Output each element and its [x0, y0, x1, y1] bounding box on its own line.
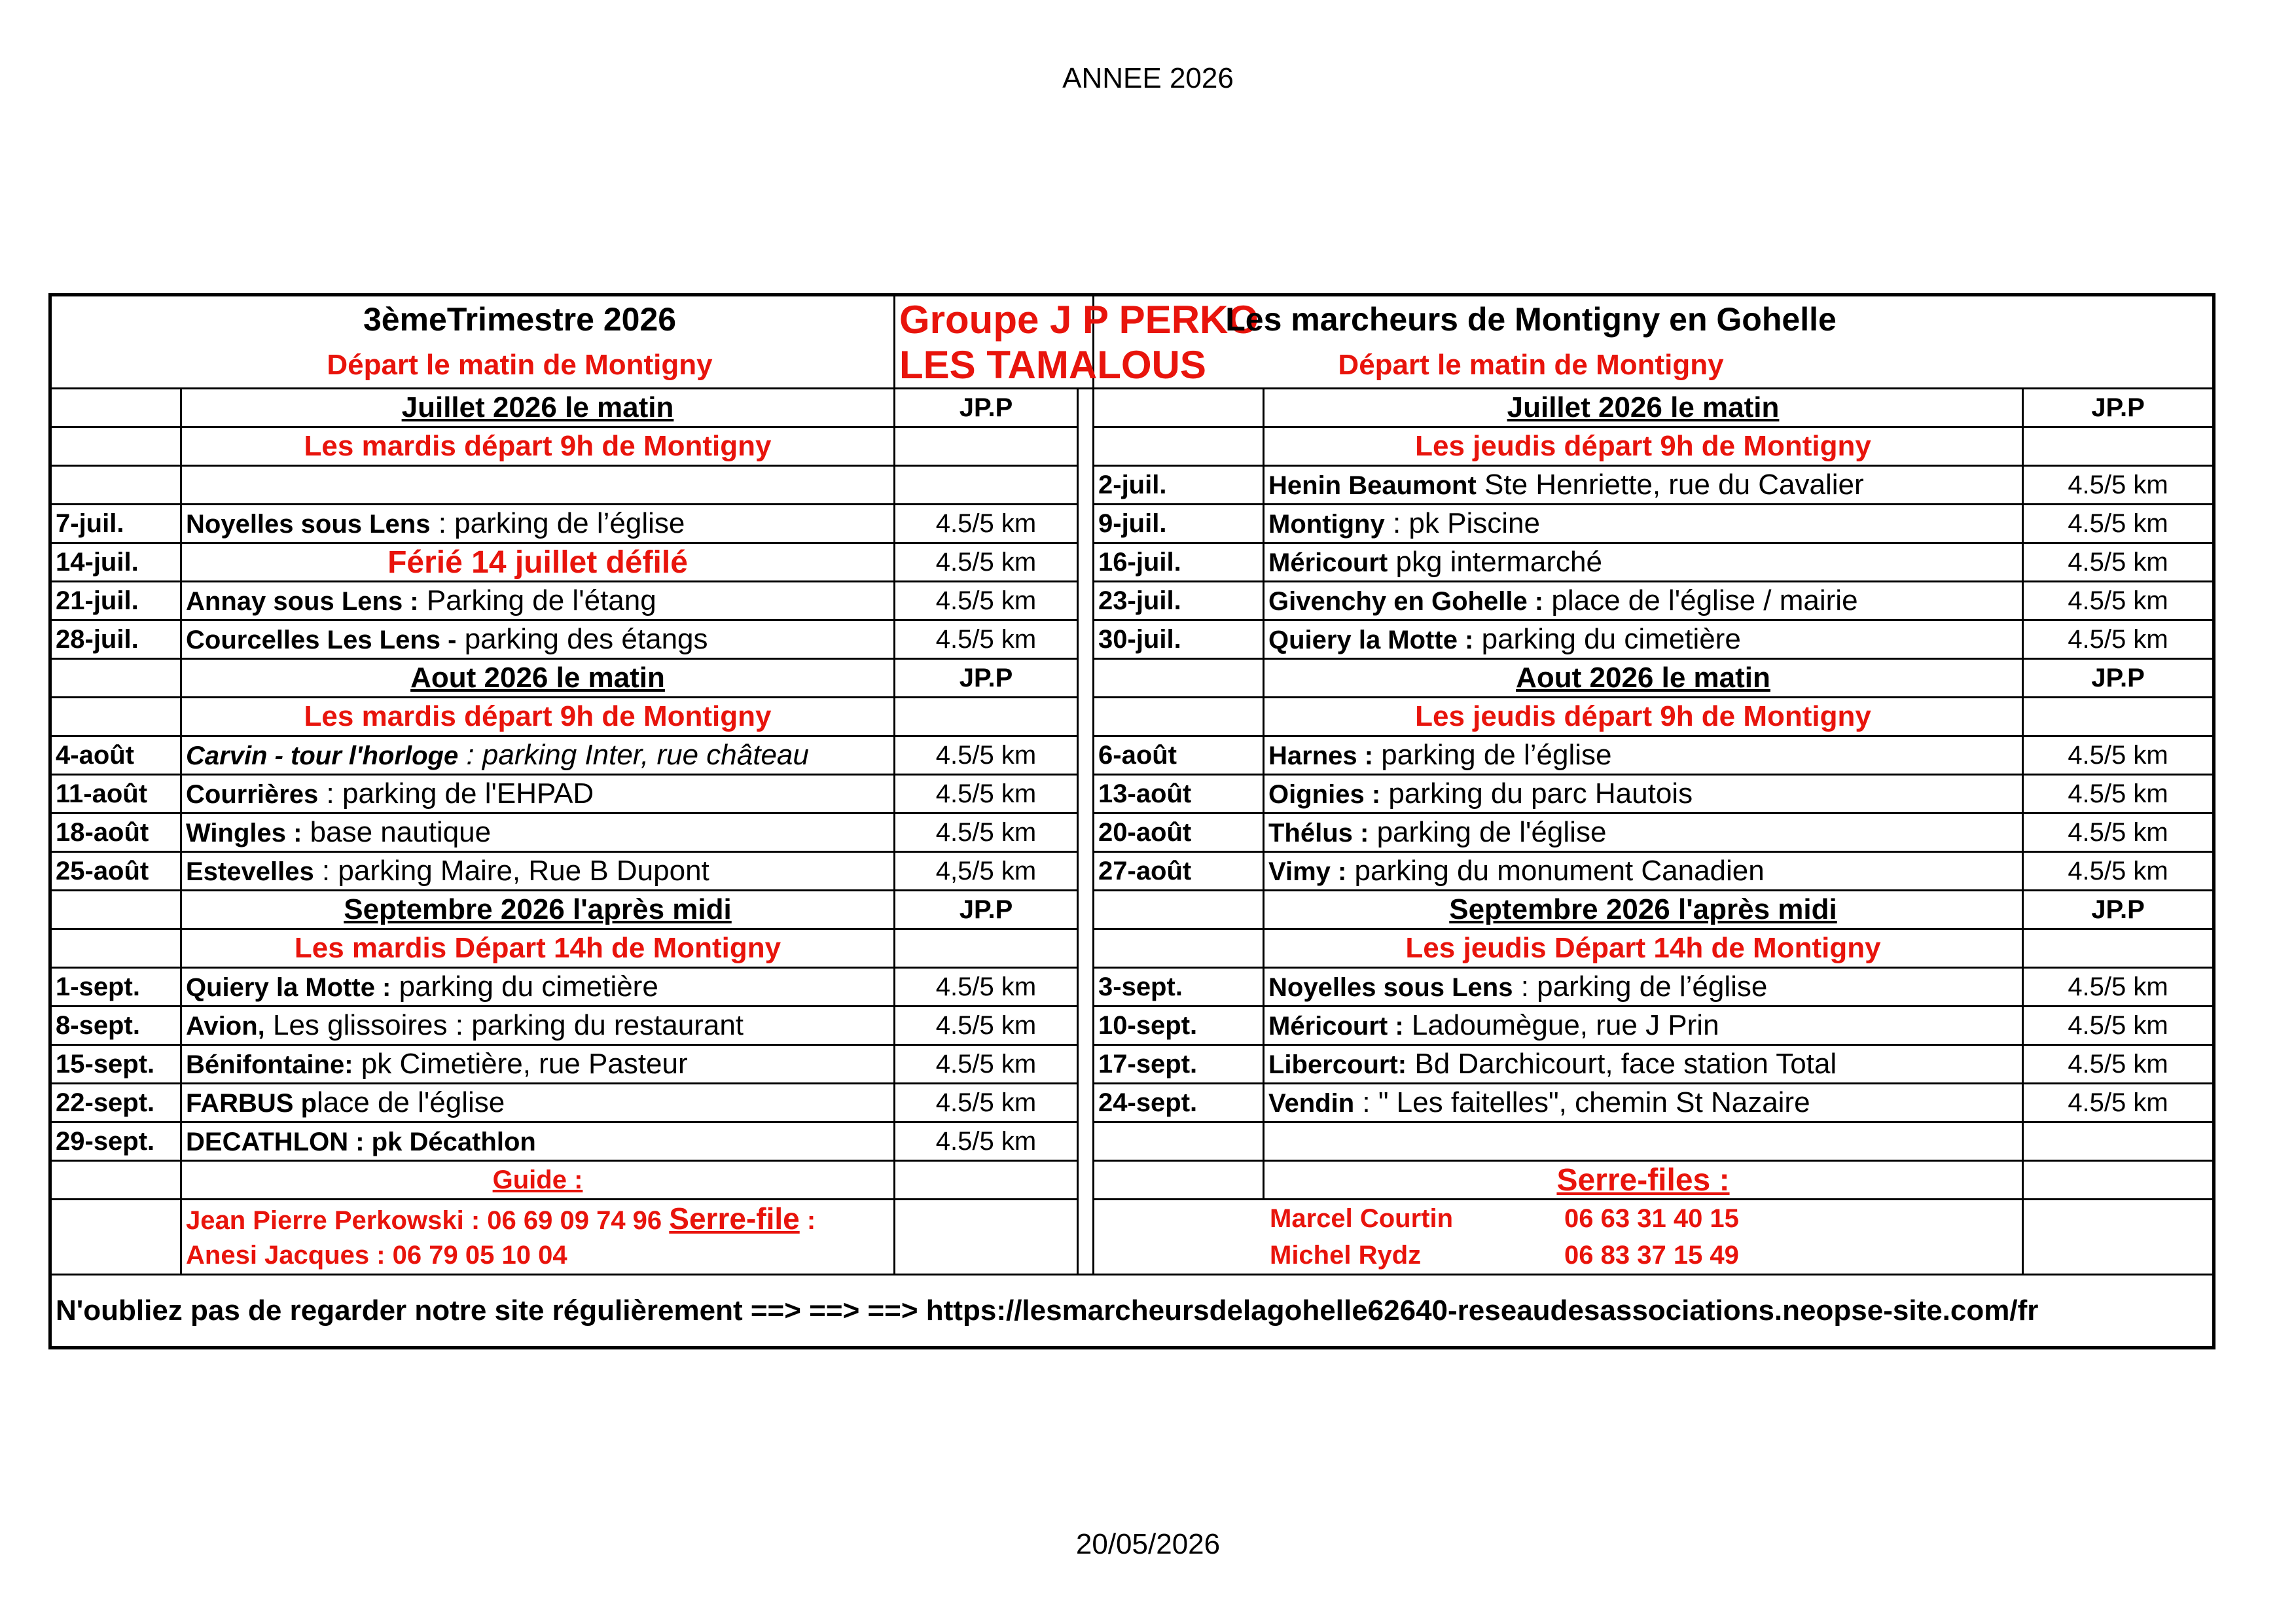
location-left	[181, 968, 895, 1007]
place-detail-left: lace de l'église	[317, 1086, 505, 1118]
departure-left: Les mardis départ 9h de Montigny	[181, 698, 895, 736]
place-detail-right: : " Les faitelles", chemin St Nazaire	[1354, 1086, 1810, 1118]
place-name-left: Quiery la Motte :	[186, 973, 391, 1002]
jpp-column-left: JP.P	[895, 389, 1078, 427]
month-heading-left: Septembre 2026 l'après midi	[181, 891, 895, 929]
gap-cell	[1078, 1045, 1094, 1084]
location-right	[1264, 1045, 2023, 1084]
location-right	[1264, 620, 2023, 659]
departure-row	[50, 698, 2214, 736]
place-detail-right: parking de l’église	[1373, 739, 1612, 771]
departure-right: Les jeudis départ 9h de Montigny	[1264, 698, 2023, 736]
jpp-column-left: JP.P	[895, 659, 1078, 698]
location-left	[181, 736, 895, 775]
month-heading-row	[50, 659, 2214, 698]
place-detail-left: : parking Maire, Rue B Dupont	[314, 855, 709, 887]
distance-right: 4.5/5 km	[2023, 1084, 2214, 1122]
distance-right: 4.5/5 km	[2023, 543, 2214, 582]
distance-left: 4.5/5 km	[895, 1045, 1078, 1084]
table-row	[50, 775, 2214, 813]
gap-cell	[1078, 1122, 1094, 1161]
month-heading-left: Aout 2026 le matin	[181, 659, 895, 698]
gap-cell	[1078, 968, 1094, 1007]
location-right	[1264, 466, 2023, 505]
distance-left: 4.5/5 km	[895, 543, 1078, 582]
location-left	[181, 852, 895, 891]
distance-left: 4.5/5 km	[895, 736, 1078, 775]
empty-cell	[895, 1200, 1078, 1238]
departure-left: Les mardis départ 9h de Montigny	[181, 427, 895, 466]
location-right	[1264, 1084, 2023, 1122]
place-name-right: Méricourt	[1268, 548, 1388, 577]
month-heading-left: Juillet 2026 le matin	[181, 389, 895, 427]
gap-cell	[1078, 543, 1094, 582]
table-row	[50, 1122, 2214, 1161]
place-name-right: Harnes :	[1268, 741, 1374, 770]
date-right: 24-sept.	[1094, 1084, 1264, 1122]
distance-left: 4.5/5 km	[895, 505, 1078, 543]
gap-cell	[1078, 427, 1094, 466]
distance-left: 4,5/5 km	[895, 852, 1078, 891]
serre-file-contact-1	[1094, 1200, 2023, 1238]
location-right	[1264, 1007, 2023, 1045]
place-name-left: Courcelles Les Lens -	[186, 626, 457, 654]
place-name-left: FARBUS p	[186, 1089, 317, 1118]
date-right: 23-juil.	[1094, 582, 1264, 620]
empty-cell	[1094, 659, 1264, 698]
gap-cell	[1078, 1084, 1094, 1122]
place-detail-right: Ste Henriette, rue du Cavalier	[1476, 469, 1864, 501]
empty-cell	[895, 427, 1078, 466]
distance-right: 4.5/5 km	[2023, 852, 2214, 891]
serre-file-contact-2	[1094, 1237, 2023, 1275]
distance-right: 4.5/5 km	[2023, 505, 2214, 543]
location-left	[181, 775, 895, 813]
serre-files-label: Serre-files :	[1264, 1161, 2023, 1200]
gap-cell	[1078, 1007, 1094, 1045]
date-left: 25-août	[50, 852, 181, 891]
location-right	[1264, 543, 2023, 582]
place-name-left: Annay sous Lens :	[186, 587, 419, 616]
date-right: 27-août	[1094, 852, 1264, 891]
contacts-label-row	[50, 1161, 2214, 1200]
gap-cell	[1078, 1237, 1094, 1275]
place-detail-left: Les glissoires : parking du restaurant	[264, 1009, 744, 1041]
date-right: 30-juil.	[1094, 620, 1264, 659]
distance-right: 4.5/5 km	[2023, 620, 2214, 659]
serre-file-name-2: Michel Rydz	[1270, 1240, 1422, 1270]
gap-cell	[1078, 582, 1094, 620]
footer-note-row	[50, 1275, 2214, 1348]
date-right: 9-juil.	[1094, 505, 1264, 543]
date-right: 10-sept.	[1094, 1007, 1264, 1045]
date-left: 4-août	[50, 736, 181, 775]
location-left	[181, 582, 895, 620]
empty-cell	[895, 1161, 1078, 1200]
page-footer-date: 20/05/2026	[1075, 1528, 1221, 1560]
distance-right: 4.5/5 km	[2023, 968, 2214, 1007]
serre-file-name-1: Marcel Courtin	[1270, 1204, 1454, 1233]
jpp-column-right: JP.P	[2023, 389, 2214, 427]
serre-file-phone-1: 06 63 31 40 15	[1564, 1204, 1739, 1233]
gap-cell	[1078, 891, 1094, 929]
right-subtitle: Départ le matin de Montigny	[1094, 342, 2214, 389]
table-row	[50, 582, 2214, 620]
date-left: 28-juil.	[50, 620, 181, 659]
gap-cell	[1078, 1161, 1094, 1200]
location-left	[181, 813, 895, 852]
date-left: 21-juil.	[50, 582, 181, 620]
guide-contact-2: Anesi Jacques : 06 79 05 10 04	[181, 1237, 895, 1275]
empty-cell	[1094, 1161, 1264, 1200]
month-heading-right: Aout 2026 le matin	[1264, 659, 2023, 698]
location-left	[181, 466, 895, 505]
empty-cell	[2023, 698, 2214, 736]
empty-cell	[50, 891, 181, 929]
date-right: 3-sept.	[1094, 968, 1264, 1007]
place-name-left: DECATHLON : pk Décathlon	[186, 1128, 536, 1156]
distance-right: 4.5/5 km	[2023, 775, 2214, 813]
distance-right: 4.5/5 km	[2023, 813, 2214, 852]
location-left	[181, 505, 895, 543]
distance-right: 4.5/5 km	[2023, 736, 2214, 775]
empty-cell	[50, 427, 181, 466]
empty-cell	[895, 698, 1078, 736]
date-left: 11-août	[50, 775, 181, 813]
date-right: 13-août	[1094, 775, 1264, 813]
empty-cell	[1094, 389, 1264, 427]
location-left	[181, 1122, 895, 1161]
place-detail-right: parking du parc Hautois	[1380, 777, 1693, 810]
place-detail-left: parking du cimetière	[391, 971, 658, 1003]
place-name-left: Courrières	[186, 780, 319, 809]
location-right	[1264, 775, 2023, 813]
distance-right: 4.5/5 km	[2023, 466, 2214, 505]
place-detail-left: : parking Inter, rue château	[458, 739, 809, 771]
gap-cell	[1078, 929, 1094, 968]
empty-cell	[1094, 929, 1264, 968]
month-heading-right: Juillet 2026 le matin	[1264, 389, 2023, 427]
club-title: Les marcheurs de Montigny en Gohelle	[1225, 301, 1837, 338]
gap-cell	[1078, 813, 1094, 852]
table-row	[50, 1007, 2214, 1045]
empty-cell	[895, 929, 1078, 968]
place-detail-right: : parking de l’église	[1513, 971, 1768, 1003]
location-right	[1264, 505, 2023, 543]
table-row	[50, 968, 2214, 1007]
schedule-table	[48, 293, 2215, 1349]
location-right	[1264, 852, 2023, 891]
gap-cell	[1078, 775, 1094, 813]
place-name-right: Henin Beaumont	[1268, 471, 1477, 500]
date-left: 15-sept.	[50, 1045, 181, 1084]
date-left	[50, 466, 181, 505]
location-right	[1264, 813, 2023, 852]
date-left: 18-août	[50, 813, 181, 852]
trimester-title: 3èmeTrimestre 2026	[363, 301, 677, 338]
empty-cell	[50, 1161, 181, 1200]
month-heading-row	[50, 389, 2214, 427]
serre-file-colon: :	[799, 1206, 816, 1235]
empty-cell	[895, 1237, 1078, 1275]
jpp-column-right: JP.P	[2023, 891, 2214, 929]
location-left	[181, 1045, 895, 1084]
date-left: 1-sept.	[50, 968, 181, 1007]
place-detail-right: Ladoumègue, rue J Prin	[1403, 1009, 1719, 1041]
distance-right: 4.5/5 km	[2023, 1007, 2214, 1045]
place-detail-left: Parking de l'étang	[418, 584, 656, 616]
departure-row	[50, 427, 2214, 466]
location-left	[181, 620, 895, 659]
empty-cell	[1094, 891, 1264, 929]
distance-left: 4.5/5 km	[895, 775, 1078, 813]
serre-file-phone-2: 06 83 37 15 49	[1564, 1240, 1739, 1270]
month-heading-right: Septembre 2026 l'après midi	[1264, 891, 2023, 929]
group-name-line2: LES TAMALOUS	[895, 342, 1094, 389]
place-name-right: Vendin	[1268, 1089, 1355, 1118]
empty-cell	[50, 389, 181, 427]
right-title-cell	[1094, 295, 2214, 343]
contacts-row	[50, 1200, 2214, 1238]
distance-left: 4.5/5 km	[895, 620, 1078, 659]
empty-cell	[2023, 427, 2214, 466]
holiday-note: Férié 14 juillet défilé	[181, 543, 895, 582]
place-name-left: Noyelles sous Lens	[186, 510, 431, 539]
place-detail-left: pk Cimetière, rue Pasteur	[353, 1048, 688, 1080]
gap-cell	[1078, 736, 1094, 775]
empty-cell	[50, 929, 181, 968]
place-detail-left: parking des étangs	[456, 623, 708, 655]
table-row	[50, 1045, 2214, 1084]
place-name-left: Bénifontaine:	[186, 1050, 353, 1079]
place-detail-right: pkg intermarché	[1388, 546, 1602, 578]
table-row	[50, 1084, 2214, 1122]
distance-left: 4.5/5 km	[895, 1084, 1078, 1122]
place-detail-right: Bd Darchicourt, face station Total	[1407, 1048, 1837, 1080]
empty-cell	[1094, 698, 1264, 736]
place-name-left: Carvin - tour l'horloge	[186, 741, 459, 770]
date-right: 16-juil.	[1094, 543, 1264, 582]
gap-cell	[1078, 389, 1094, 427]
date-left: 7-juil.	[50, 505, 181, 543]
location-left	[181, 1007, 895, 1045]
distance-left: 4.5/5 km	[895, 813, 1078, 852]
distance-right: 4.5/5 km	[2023, 1045, 2214, 1084]
date-left: 29-sept.	[50, 1122, 181, 1161]
departure-right: Les jeudis Départ 14h de Montigny	[1264, 929, 2023, 968]
place-name-right: Vimy :	[1268, 857, 1347, 886]
empty-cell	[50, 1200, 181, 1238]
guide-label: Guide :	[181, 1161, 895, 1200]
place-detail-left: : parking de l’église	[430, 507, 685, 539]
gap-cell	[1078, 1200, 1094, 1238]
departure-left: Les mardis Départ 14h de Montigny	[181, 929, 895, 968]
empty-cell	[50, 1237, 181, 1275]
place-detail-right: parking du cimetière	[1473, 623, 1741, 655]
place-name-right: Thélus :	[1268, 819, 1369, 847]
table-row	[50, 505, 2214, 543]
place-name-right: Oignies :	[1268, 780, 1381, 809]
location-right	[1264, 736, 2023, 775]
date-left: 14-juil.	[50, 543, 181, 582]
distance-right: 4.5/5 km	[2023, 582, 2214, 620]
jpp-column-right: JP.P	[2023, 659, 2214, 698]
month-heading-row	[50, 891, 2214, 929]
gap-cell	[1078, 466, 1094, 505]
place-name-left: Estevelles	[186, 857, 314, 886]
departure-right: Les jeudis départ 9h de Montigny	[1264, 427, 2023, 466]
place-name-left: Avion,	[186, 1012, 265, 1041]
table-row	[50, 852, 2214, 891]
departure-row	[50, 929, 2214, 968]
date-right: 17-sept.	[1094, 1045, 1264, 1084]
gap-cell	[1078, 698, 1094, 736]
table-row	[50, 543, 2214, 582]
place-name-right: Libercourt:	[1268, 1050, 1407, 1079]
gap-cell	[1078, 852, 1094, 891]
empty-cell	[50, 698, 181, 736]
place-name-left: Wingles :	[186, 819, 302, 847]
date-right: 20-août	[1094, 813, 1264, 852]
place-detail-right: : pk Piscine	[1384, 507, 1540, 539]
place-detail-right: parking du monument Canadien	[1346, 855, 1765, 887]
empty-cell	[2023, 1161, 2214, 1200]
gap-cell	[1078, 620, 1094, 659]
location-right	[1264, 1122, 2023, 1161]
table-row	[50, 620, 2214, 659]
place-name-right: Givenchy en Gohelle :	[1268, 587, 1544, 616]
date-right: 2-juil.	[1094, 466, 1264, 505]
location-left	[181, 1084, 895, 1122]
table-row	[50, 736, 2214, 775]
distance-right	[2023, 1122, 2214, 1161]
distance-left: 4.5/5 km	[895, 1122, 1078, 1161]
place-name-right: Quiery la Motte :	[1268, 626, 1474, 654]
date-left: 8-sept.	[50, 1007, 181, 1045]
location-right	[1264, 968, 2023, 1007]
jpp-column-left: JP.P	[895, 891, 1078, 929]
empty-cell	[2023, 929, 2214, 968]
left-subtitle: Départ le matin de Montigny	[50, 342, 895, 389]
distance-left	[895, 466, 1078, 505]
page-header: ANNEE 2026	[1062, 62, 1234, 94]
empty-cell	[2023, 1200, 2214, 1238]
location-right	[1264, 582, 2023, 620]
serre-file-inline: Serre-file	[669, 1202, 800, 1236]
date-right: 6-août	[1094, 736, 1264, 775]
website-note: N'oubliez pas de regarder notre site régulièrement ==> ==> ==> https://lesmarcheursdelagohelle62640-reseaudesassociations.neopse-site.com/fr	[50, 1275, 2214, 1348]
place-detail-right: parking de l'église	[1369, 816, 1607, 848]
date-right	[1094, 1122, 1264, 1161]
place-name-right: Montigny	[1268, 510, 1385, 539]
gap-cell	[1078, 505, 1094, 543]
empty-cell	[2023, 1237, 2214, 1275]
date-left: 22-sept.	[50, 1084, 181, 1122]
place-name-right: Méricourt :	[1268, 1012, 1404, 1041]
contacts-row	[50, 1237, 2214, 1275]
gap-cell	[1078, 659, 1094, 698]
distance-left: 4.5/5 km	[895, 968, 1078, 1007]
empty-cell	[50, 659, 181, 698]
place-name-right: Noyelles sous Lens	[1268, 973, 1513, 1002]
table-row	[50, 813, 2214, 852]
table-row	[50, 466, 2214, 505]
place-detail-right: place de l'église / mairie	[1543, 584, 1858, 616]
guide-name-1: Jean Pierre Perkowski : 06 69 09 74 96	[186, 1206, 662, 1235]
left-title-cell	[50, 295, 895, 343]
place-detail-left: : parking de l'EHPAD	[318, 777, 594, 810]
distance-left: 4.5/5 km	[895, 582, 1078, 620]
place-detail-left: base nautique	[302, 816, 492, 848]
empty-cell	[1094, 427, 1264, 466]
guide-contact-1	[181, 1200, 895, 1238]
group-name-line1: Groupe J P PERKO	[895, 295, 1094, 343]
distance-left: 4.5/5 km	[895, 1007, 1078, 1045]
